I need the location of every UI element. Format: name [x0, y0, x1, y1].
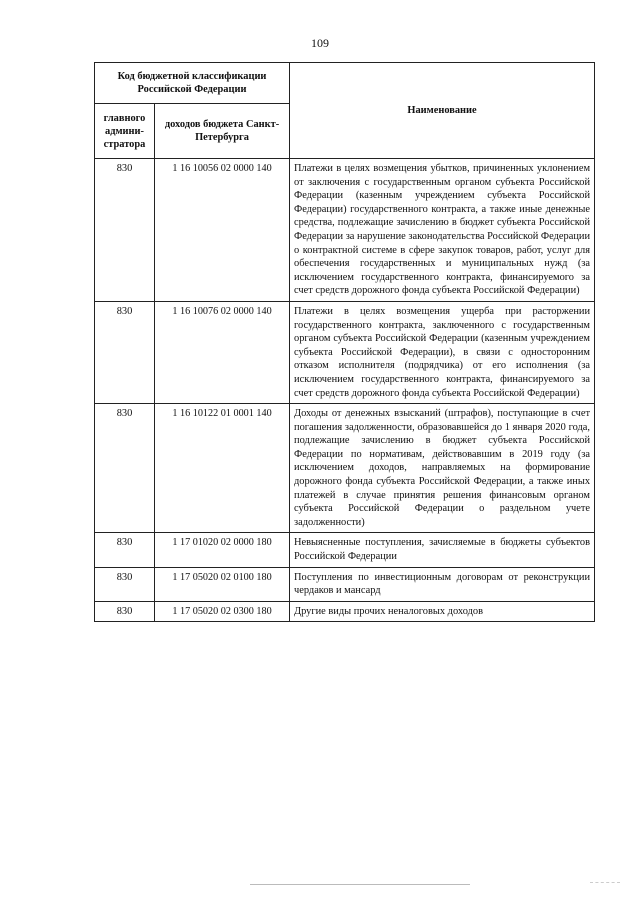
table-row — [95, 533, 595, 567]
admin-code-cell: 830 — [95, 159, 155, 302]
income-code-cell: 1 17 05020 02 0300 180 — [155, 601, 290, 622]
table-row — [95, 601, 595, 622]
footer-scan-dash — [590, 882, 620, 883]
income-name-cell: Другие виды прочих неналоговых доходов — [290, 601, 595, 622]
income-code-cell: 1 17 05020 02 0100 180 — [155, 567, 290, 601]
income-name-cell: Невыясненные поступления, зачисляемые в бюджеты субъектов Российской Федерации — [290, 533, 595, 567]
income-name-cell: Доходы от денежных взысканий (штрафов), поступающие в счет погашения задолженности, образовавшейся до 1 января 2020 года, подлежащие зачислению в бюджет субъекта Российской Федерации по нормативам, действовавшим в 2019 году (за исключением доходов, направляемых на формирование дорожного фонда субъекта Российской Федерации, а также иных платежей в случае принятия решения финансовым органом субъекта Российской Федерации о раздельном учете задолженности) — [290, 404, 595, 533]
income-name-cell: Платежи в целях возмещения убытков, причиненных уклонением от заключения с государственным органом субъекта Российской Федерации (казенным учреждением субъекта Российской Федерации) государственного контракта, а также иные денежные средства, подлежащие зачислению в бюджет субъекта Российской Федерации за нарушение законодательства Российской Федерации о контрактной системе в сфере закупок товаров, работ, услуг для обеспечения государственных и муниципальных нужд (за исключением государственного контракта, финансируемого за счет средств дорожного фонда субъекта Российской Федерации) — [290, 159, 595, 302]
table-row — [95, 301, 595, 403]
income-code-cell: 1 16 10056 02 0000 140 — [155, 159, 290, 302]
header-budget-classification-code: Код бюджетной классификации Российской Федерации — [95, 63, 290, 104]
admin-code-cell: 830 — [95, 404, 155, 533]
income-code-cell: 1 17 01020 02 0000 180 — [155, 533, 290, 567]
header-name: Наименование — [290, 63, 595, 159]
income-name-cell: Платежи в целях возмещения ущерба при расторжении государственного контракта, заключенного с государственным органом субъекта Российской Федерации (казенным учреждением субъекта Российской Федерации), в связи с односторонним отказом исполнителя (подрядчика) от его исполнения (за исключением государственного контракта, финансируемого за счет средств дорожного фонда субъекта Российской Федерации) — [290, 301, 595, 403]
income-code-cell: 1 16 10076 02 0000 140 — [155, 301, 290, 403]
table-header-row — [95, 63, 595, 104]
income-name-cell: Поступления по инвестиционным договорам от реконструкции чердаков и мансард — [290, 567, 595, 601]
admin-code-cell: 830 — [95, 533, 155, 567]
income-code-cell: 1 16 10122 01 0001 140 — [155, 404, 290, 533]
footer-scan-line — [250, 884, 470, 885]
budget-classification-table — [94, 62, 595, 622]
table-row — [95, 567, 595, 601]
header-main-administrator: главного админи-стратора — [95, 104, 155, 159]
admin-code-cell: 830 — [95, 301, 155, 403]
table-row — [95, 404, 595, 533]
admin-code-cell: 830 — [95, 567, 155, 601]
admin-code-cell: 830 — [95, 601, 155, 622]
table-row — [95, 159, 595, 302]
header-spb-budget-income: доходов бюджета Санкт-Петербурга — [155, 104, 290, 159]
page-number: 109 — [311, 36, 329, 50]
